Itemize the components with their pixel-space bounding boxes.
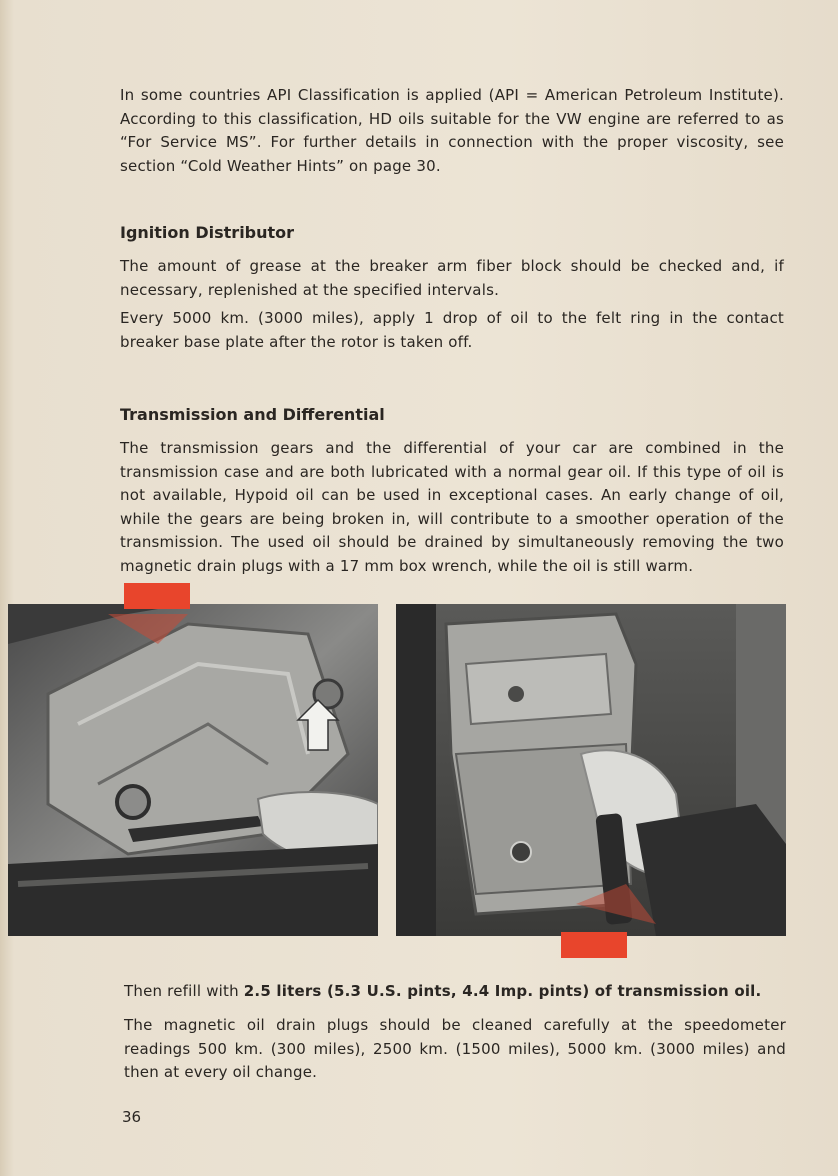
photo-marker-bottom <box>561 932 627 958</box>
ignition-paragraph-1: The amount of grease at the breaker arm fiber block should be checked and, if necessary, replenished at the specified intervals. <box>120 257 784 299</box>
refill-text: Then refill with <box>124 982 244 1000</box>
photo-transmission-underside <box>396 604 786 936</box>
page-number: 36 <box>122 1108 142 1126</box>
refill-paragraph <box>124 980 784 1004</box>
ignition-distributor-heading: Ignition Distributor <box>120 223 295 242</box>
drain-plug-cleaning-paragraph: The magnetic oil drain plugs should be cleaned carefully at the speedometer readings 500 km. (300 miles), 2500 km. (1500 miles), 5000 km. (3000 miles) and then at every oil change. <box>124 1016 786 1081</box>
refill-amount-bold: 2.5 liters (5.3 U.S. pints, 4.4 Imp. pints) of transmission oil. <box>243 982 762 1000</box>
photo-transmission-drain-plug <box>8 604 378 936</box>
ignition-paragraph-2: Every 5000 km. (3000 miles), apply 1 drop of oil to the felt ring in the contact breaker base plate after the rotor is taken off. <box>120 309 784 351</box>
transmission-paragraph: The transmission gears and the differential of your car are combined in the transmission case and are both lubricated with a normal gear oil. If this type of oil is not available, Hypoid oil can be used in exceptional cases. An early change of oil, while the gears are being broken in, will contribute to a smoother operation of the transmission. The used oil should be drained by simultaneously removing the two magnetic drain plugs with a 17 mm box wrench, while the oil is still warm. <box>120 439 784 575</box>
transmission-heading: Transmission and Differential <box>120 405 385 424</box>
photo-marker-top <box>124 583 190 609</box>
intro-paragraph: In some countries API Classification is applied (API = American Petroleum Institute). According to this classification, HD oils suitable for the VW engine are referred to as “For Service MS”. For further details in connection with the proper viscosity, see section “Cold Weather Hints” on page 30. <box>120 86 784 175</box>
